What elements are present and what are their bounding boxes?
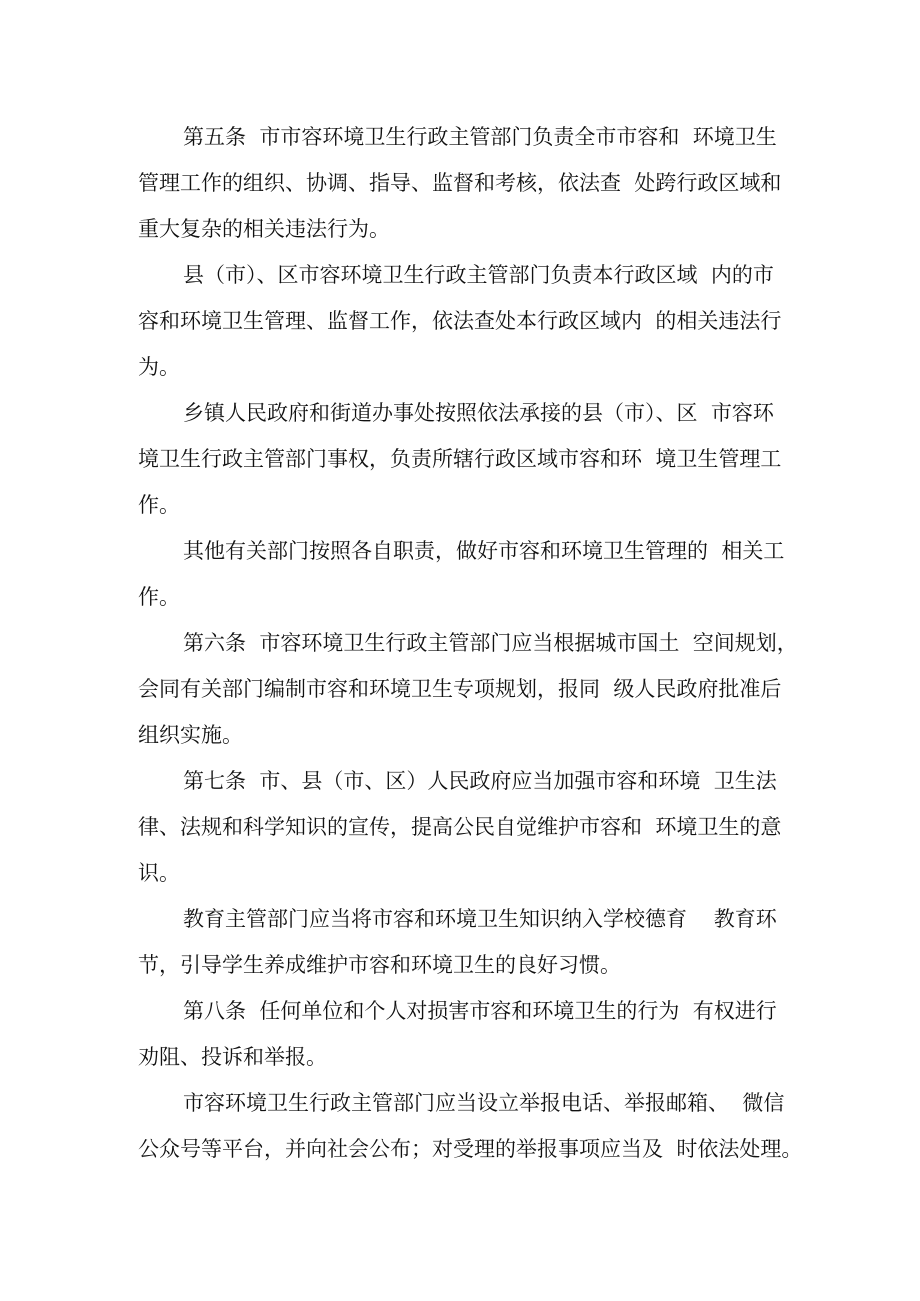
document-body xyxy=(138,114,803,1172)
text-line: 劝阻、投诉和举报。 xyxy=(138,1045,327,1069)
text-line: 其他有关部门按照各自职责，做好市容和环境卫生管理的 相关工 xyxy=(183,539,785,563)
text-line: 容和环境卫生管理、监督工作，依法查处本行政区域内 的相关违法行 xyxy=(138,309,782,333)
text-line: 第七条 市、县（市、区）人民政府应当加强市容和环境 卫生法 xyxy=(183,769,777,793)
text-line: 第八条 任何单位和个人对损害市容和环境卫生的行为 有权进行 xyxy=(183,999,777,1023)
text-line: 境卫生行政主管部门事权，负责所辖行政区域市容和环 境卫生管理工 xyxy=(138,447,782,471)
paragraph-article-7 xyxy=(138,758,798,896)
text-line: 作。 xyxy=(138,493,180,517)
text-line: 节，引导学生养成维护市容和环境卫生的良好习惯。 xyxy=(138,953,621,977)
text-line: 为。 xyxy=(138,355,180,379)
text-line: 市容环境卫生行政主管部门应当设立举报电话、举报邮箱、 微信 xyxy=(183,1091,785,1115)
text-line: 乡镇人民政府和街道办事处按照依法承接的县（市）、区 市容环 xyxy=(183,401,774,425)
text-line: 县（市）、区市容环境卫生行政主管部门负责本行政区域 内的市 xyxy=(183,263,774,287)
text-line: 教育主管部门应当将市容和环境卫生知识纳入学校德育 教育环 xyxy=(183,907,777,931)
text-line: 会同有关部门编制市容和环境卫生专项规划，报同 级人民政府批准后 xyxy=(138,677,782,701)
text-line: 作。 xyxy=(138,585,180,609)
paragraph-township-duties xyxy=(138,390,798,528)
paragraph-article-6 xyxy=(138,620,798,758)
text-line: 组织实施。 xyxy=(138,723,243,747)
paragraph-reporting xyxy=(138,1080,803,1172)
paragraph-education xyxy=(138,896,798,988)
paragraph-article-8 xyxy=(138,988,798,1080)
text-line: 管理工作的组织、协调、指导、监督和考核，依法查 处跨行政区域和 xyxy=(138,171,782,195)
paragraph-article-5 xyxy=(138,114,798,252)
paragraph-other-departments xyxy=(138,528,798,620)
text-line: 第五条 市市容环境卫生行政主管部门负责全市市容和 环境卫生 xyxy=(183,125,777,149)
text-line: 识。 xyxy=(138,861,180,885)
text-line: 律、法规和科学知识的宣传，提高公民自觉维护市容和 环境卫生的意 xyxy=(138,815,782,839)
paragraph-county-duties xyxy=(138,252,798,390)
text-line: 第六条 市容环境卫生行政主管部门应当根据城市国土 空间规划， xyxy=(183,631,798,655)
text-line: 公众号等平台，并向社会公布；对受理的举报事项应当及 时依法处理。 xyxy=(138,1137,803,1161)
text-line: 重大复杂的相关违法行为。 xyxy=(138,217,390,241)
